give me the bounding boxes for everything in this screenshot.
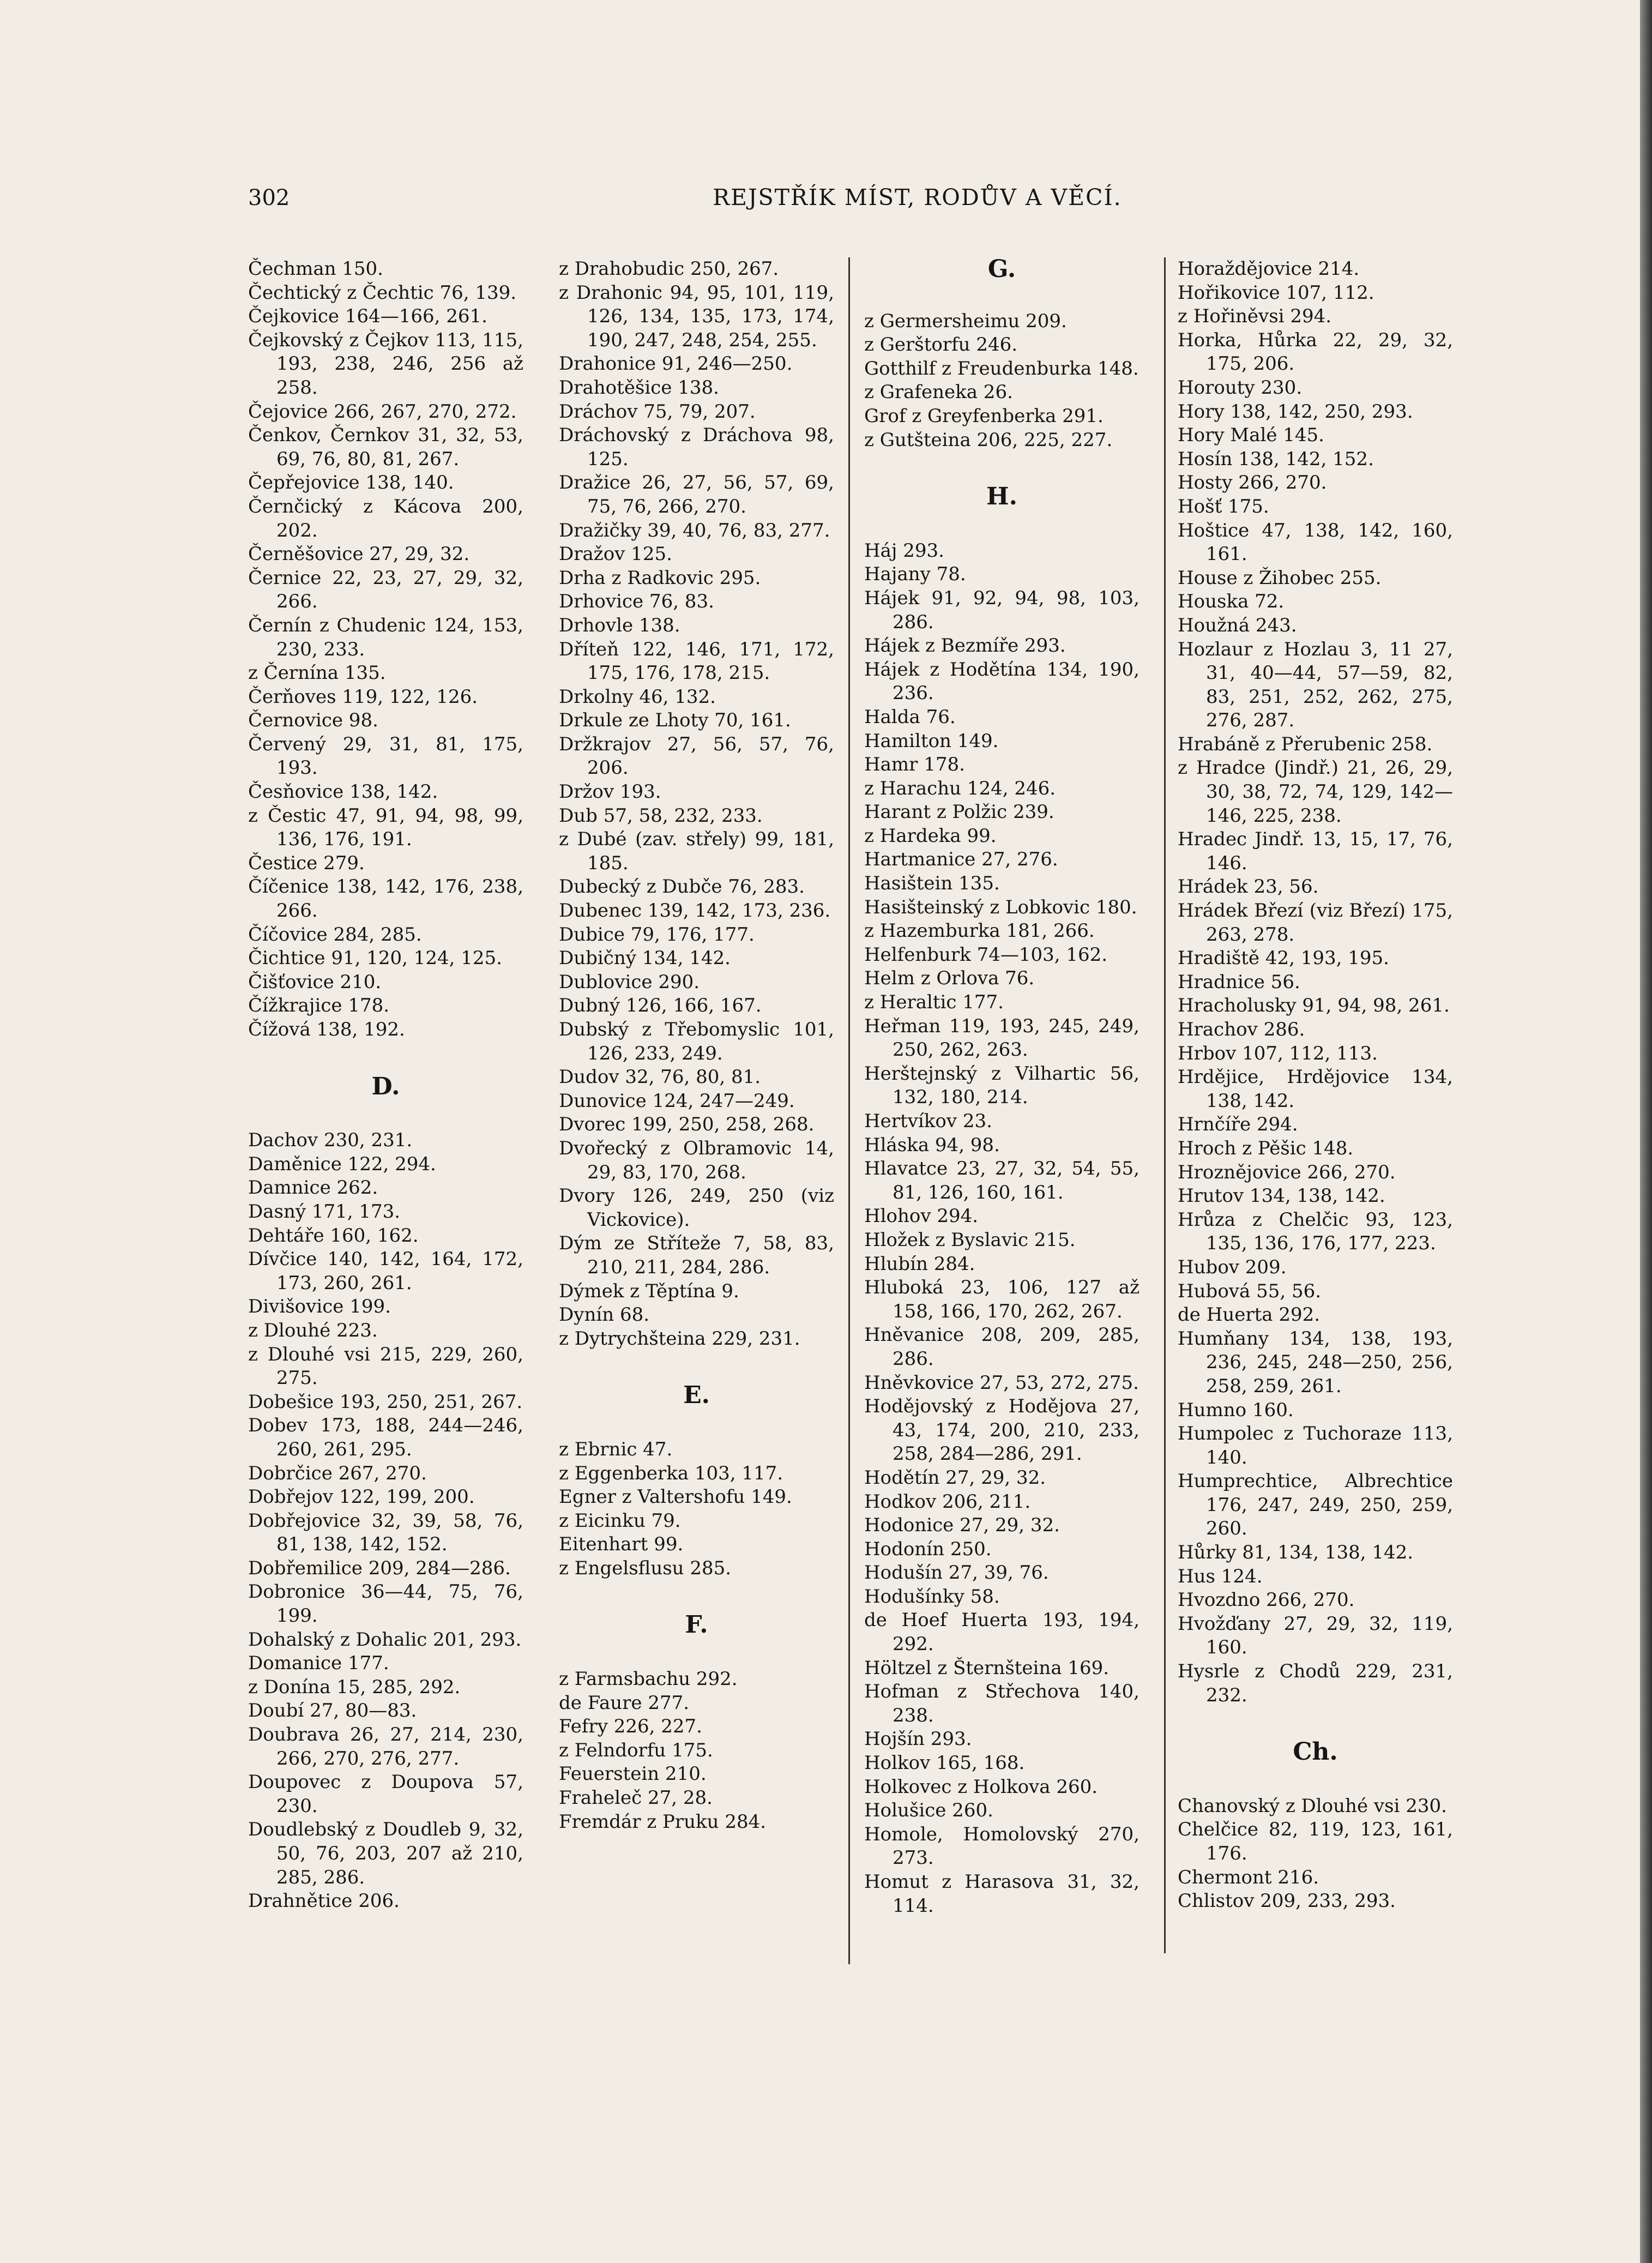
- index-entry: Drahotěšice 138.: [559, 376, 719, 399]
- index-entry: Hajany 78.: [864, 563, 966, 586]
- index-entry: Divišovice 199.: [248, 1296, 391, 1318]
- index-entry: Hluboká 23, 106, 127 až 158, 166, 170, 262, 267.: [864, 1277, 1139, 1322]
- index-entry: Herštejnský z Vilhartic 56, 132, 180, 214.: [864, 1062, 1139, 1109]
- index-entry: Čechtický z Čechtic 76, 139.: [248, 281, 517, 304]
- index-entry: Dříteň 122, 146, 171, 172, 175, 176, 178, 215.: [559, 638, 834, 684]
- index-entry: Čerňoves 119, 122, 126.: [248, 685, 478, 708]
- index-entry: z Germersheimu 209.: [864, 310, 1067, 332]
- index-entry: Dubičný 134, 142.: [559, 947, 731, 970]
- index-entry: Hlavatce 23, 27, 32, 54, 55, 81, 126, 160, 161.: [864, 1158, 1139, 1203]
- index-entry: Číčenice 138, 142, 176, 238, 266.: [248, 876, 523, 922]
- index-entry: Hofman z Střechova 140, 238.: [864, 1681, 1139, 1726]
- index-column-1: [248, 257, 523, 1913]
- index-entry: Dachov 230, 231.: [248, 1129, 413, 1152]
- index-entry: Hamilton 149.: [864, 730, 999, 752]
- index-entry: Hrnčíře 294.: [1178, 1114, 1298, 1136]
- index-entry: Hrabáně z Přerubenic 258.: [1178, 733, 1433, 755]
- section-letter-h: H.: [986, 483, 1017, 511]
- index-entry: Dražičky 39, 40, 76, 83, 277.: [559, 519, 830, 541]
- index-entry: Hroznějovice 266, 270.: [1178, 1161, 1396, 1183]
- index-entry: Hoštice 47, 138, 142, 160, 161.: [1178, 519, 1453, 565]
- running-title: REJSTŘÍK MÍST, RODŮV A VĚCÍ.: [713, 184, 1122, 210]
- index-entry: Hněvanice 208, 209, 285, 286.: [864, 1324, 1139, 1370]
- index-entry: House z Žihobec 255.: [1178, 567, 1382, 589]
- index-entry: Drahnětice 206.: [248, 1890, 400, 1912]
- index-entry: z Engelsflusu 285.: [559, 1557, 732, 1579]
- index-entry: Čejovice 266, 267, 270, 272.: [248, 400, 517, 423]
- index-entry: z Hardeka 99.: [864, 824, 997, 847]
- index-entry: z Dlouhé vsi 215, 229, 260, 275.: [248, 1343, 523, 1389]
- index-entry: Drha z Radkovic 295.: [559, 567, 761, 589]
- section-letter-f: F.: [685, 1611, 708, 1639]
- index-entry: Dubenec 139, 142, 173, 236.: [559, 900, 831, 922]
- index-entry: Hlubín 284.: [864, 1253, 975, 1275]
- index-entry: Dohalský z Dohalic 201, 293.: [248, 1628, 522, 1651]
- index-entry: Dobřejov 122, 199, 200.: [248, 1486, 475, 1508]
- index-entry: Hrbov 107, 112, 113.: [1178, 1042, 1378, 1064]
- index-entry: Feuerstein 210.: [559, 1763, 707, 1785]
- index-entry: Držkrajov 27, 56, 57, 76, 206.: [559, 733, 834, 779]
- index-entry: Čepřejovice 138, 140.: [248, 472, 454, 494]
- index-entry: Helfenburk 74—103, 162.: [864, 943, 1108, 966]
- index-entry: Doudlebský z Doudleb 9, 32, 50, 76, 203, 207 až 210, 285, 286.: [248, 1819, 523, 1888]
- index-entry: z Dlouhé 223.: [248, 1319, 378, 1341]
- index-entry: Drkule ze Lhoty 70, 161.: [559, 709, 791, 732]
- index-entry: Hosín 138, 142, 152.: [1178, 448, 1374, 470]
- index-entry: Domanice 177.: [248, 1652, 389, 1675]
- index-entry: Háj 293.: [864, 539, 944, 562]
- index-entry: Egner z Valtershofu 149.: [559, 1486, 792, 1508]
- index-entry: z Eggenberka 103, 117.: [559, 1462, 783, 1484]
- index-entry: Hubov 209.: [1178, 1256, 1287, 1278]
- column-rule: [1164, 257, 1166, 1953]
- index-entry: Hubová 55, 56.: [1178, 1280, 1322, 1302]
- index-entry: Hájek z Bezmíře 293.: [864, 635, 1066, 657]
- index-entry: z Ebrnic 47.: [559, 1438, 673, 1460]
- page-header: [248, 180, 1587, 224]
- index-entry: Hosty 266, 270.: [1178, 472, 1327, 494]
- index-entry: de Faure 277.: [559, 1692, 690, 1714]
- index-entry: Černčický z Kácova 200, 202.: [248, 495, 523, 541]
- index-entry: Holkov 165, 168.: [864, 1752, 1025, 1774]
- index-entry: Hojšín 293.: [864, 1728, 972, 1750]
- index-entry: z Dubé (zav. střely) 99, 181, 185.: [559, 828, 834, 874]
- index-entry: Eitenhart 99.: [559, 1533, 684, 1556]
- page-edge: [1640, 0, 1652, 2263]
- index-entry: Houžná 243.: [1178, 614, 1297, 636]
- index-entry: Homut z Harasova 31, 32, 114.: [864, 1871, 1139, 1917]
- index-entry: Hláska 94, 98.: [864, 1134, 1000, 1156]
- index-entry: Grof z Greyfenberka 291.: [864, 405, 1104, 427]
- index-entry: Hodětín 27, 29, 32.: [864, 1466, 1046, 1489]
- index-entry: Červený 29, 31, 81, 175, 193.: [248, 733, 523, 779]
- index-entry: Hrůza z Chelčic 93, 123, 135, 136, 176, 177, 223.: [1178, 1208, 1453, 1255]
- index-entry: de Hoef Huerta 193, 194, 292.: [864, 1609, 1139, 1656]
- index-entry: Drhovle 138.: [559, 614, 680, 636]
- page-number: 302: [248, 185, 290, 210]
- index-entry: Česňovice 138, 142.: [248, 781, 438, 803]
- index-entry: Držov 193.: [559, 781, 661, 803]
- index-entry: Horouty 230.: [1178, 376, 1303, 399]
- index-entry: Chanovský z Dlouhé vsi 230.: [1178, 1795, 1447, 1817]
- index-entry: Hradec Jindř. 13, 15, 17, 76, 146.: [1178, 828, 1453, 874]
- index-entry: z Farmsbachu 292.: [559, 1668, 738, 1690]
- index-entry: z Hazemburka 181, 266.: [864, 920, 1095, 942]
- index-entry: Hasištein 135.: [864, 872, 1000, 895]
- index-entry: Fefry 226, 227.: [559, 1716, 702, 1738]
- index-entry: Dobřejovice 32, 39, 58, 76, 81, 138, 142, 152.: [248, 1509, 523, 1556]
- index-entry: Hněvkovice 27, 53, 272, 275.: [864, 1371, 1139, 1394]
- index-entry: Hořikovice 107, 112.: [1178, 281, 1374, 304]
- index-entry: z Felndorfu 175.: [559, 1739, 713, 1761]
- index-entry: Hrachov 286.: [1178, 1019, 1305, 1040]
- index-entry: Hertvíkov 23.: [864, 1110, 992, 1132]
- index-entry: Doupovec z Doupova 57, 230.: [248, 1771, 523, 1817]
- index-entry: Hodonice 27, 29, 32.: [864, 1514, 1060, 1537]
- index-entry: Hrutov 134, 138, 142.: [1178, 1185, 1385, 1207]
- index-entry: Hrdějice, Hrdějovice 134, 138, 142.: [1178, 1066, 1453, 1112]
- index-entry: Čejkovský z Čejkov 113, 115, 193, 238, 246, 256 až 258.: [248, 329, 523, 399]
- section-letter-e: E.: [683, 1381, 710, 1410]
- index-entry: Hozlaur z Hozlau 3, 11 27, 31, 40—44, 57—59, 82, 83, 251, 252, 262, 275, 276, 287.: [1178, 638, 1453, 732]
- index-entry: Hasišteinský z Lobkovic 180.: [864, 896, 1137, 918]
- index-entry: Dýmek z Těptína 9.: [559, 1280, 739, 1302]
- index-entry: Daměnice 122, 294.: [248, 1153, 436, 1175]
- index-entry: Čišťovice 210.: [248, 971, 382, 993]
- index-entry: Hradiště 42, 193, 195.: [1178, 947, 1389, 970]
- index-entry: Černice 22, 23, 27, 29, 32, 266.: [248, 567, 523, 613]
- index-entry: Dobev 173, 188, 244—246, 260, 261, 295.: [248, 1415, 523, 1460]
- index-entry: Hamr 178.: [864, 754, 965, 776]
- index-entry: Dudov 32, 76, 80, 81.: [559, 1066, 761, 1088]
- index-entry: z Černína 135.: [248, 662, 386, 684]
- index-entry: Drhovice 76, 83.: [559, 591, 714, 613]
- index-entry: z Hořiněvsi 294.: [1178, 305, 1332, 328]
- index-entry: Hracholusky 91, 94, 98, 261.: [1178, 995, 1450, 1017]
- index-column-3: [864, 257, 1139, 1918]
- index-entry: Hory Malé 145.: [1178, 424, 1324, 447]
- index-entry: Chlistov 209, 233, 293.: [1178, 1890, 1396, 1912]
- index-entry: Humpolec z Tuchoraze 113, 140.: [1178, 1423, 1453, 1468]
- index-entry: z Drahonic 94, 95, 101, 119, 126, 134, 135, 173, 174, 190, 247, 248, 254, 255.: [559, 281, 834, 351]
- index-entry: Damnice 262.: [248, 1177, 378, 1199]
- index-entry: Dasný 171, 173.: [248, 1200, 401, 1223]
- index-entry: Dým ze Stříteže 7, 58, 83, 210, 211, 284, 286.: [559, 1232, 834, 1278]
- index-entry: Číčovice 284, 285.: [248, 923, 422, 946]
- index-entry: Homole, Homolovský 270, 273.: [864, 1823, 1139, 1869]
- index-entry: Hodějovský z Hodějova 27, 43, 174, 200, 210, 233, 258, 284—286, 291.: [864, 1395, 1139, 1465]
- index-entry: z Eicinku 79.: [559, 1509, 681, 1532]
- index-entry: z Drahobudic 250, 267.: [559, 258, 779, 280]
- index-entry: Houska 72.: [1178, 591, 1285, 613]
- index-entry: Čejkovice 164—166, 261.: [248, 305, 487, 328]
- index-entry: z Harachu 124, 246.: [864, 777, 1056, 799]
- index-columns: [248, 257, 1461, 2057]
- index-entry: z Gutšteina 206, 225, 227.: [864, 429, 1113, 451]
- index-entry: Hysrle z Chodů 229, 231, 232.: [1178, 1660, 1453, 1706]
- index-entry: z Heraltic 177.: [864, 991, 1004, 1014]
- index-column-2: [559, 257, 834, 1834]
- index-entry: Doubrava 26, 27, 214, 230, 266, 270, 276, 277.: [248, 1724, 523, 1770]
- index-entry: Hroch z Pěšic 148.: [1178, 1137, 1354, 1159]
- index-entry: Hrádek Březí (viz Březí) 175, 263, 278.: [1178, 900, 1453, 946]
- index-entry: Dub 57, 58, 232, 233.: [559, 804, 763, 827]
- index-entry: Hložek z Byslavic 215.: [864, 1229, 1076, 1251]
- index-entry: z Grafeneka 26.: [864, 381, 1013, 404]
- index-entry: z Čestic 47, 91, 94, 98, 99, 136, 176, 191.: [248, 804, 523, 851]
- index-entry: Dublovice 290.: [559, 971, 700, 993]
- index-entry: Hus 124.: [1178, 1565, 1263, 1587]
- index-entry: Humprechtice, Albrechtice 176, 247, 249, 250, 259, 260.: [1178, 1470, 1453, 1540]
- index-entry: Hodušín 27, 39, 76.: [864, 1562, 1049, 1584]
- index-entry: Hodonín 250.: [864, 1538, 992, 1560]
- index-entry: Doubí 27, 80—83.: [248, 1700, 417, 1722]
- index-entry: Drkolny 46, 132.: [559, 685, 716, 708]
- index-entry: Holušice 260.: [864, 1799, 993, 1822]
- index-entry: Hlohov 294.: [864, 1205, 979, 1227]
- index-entry: Hory 138, 142, 250, 293.: [1178, 400, 1413, 423]
- index-entry: Heřman 119, 193, 245, 249, 250, 262, 263.: [864, 1015, 1139, 1061]
- index-entry: Fraheleč 27, 28.: [559, 1787, 713, 1809]
- index-entry: Drahonice 91, 246—250.: [559, 353, 793, 375]
- index-entry: Hůrky 81, 134, 138, 142.: [1178, 1542, 1414, 1564]
- index-entry: Dobronice 36—44, 75, 76, 199.: [248, 1581, 523, 1627]
- index-entry: z Gerštorfu 246.: [864, 334, 1018, 356]
- index-entry: Hvožďany 27, 29, 32, 119, 160.: [1178, 1612, 1453, 1659]
- index-entry: Dražice 26, 27, 56, 57, 69, 75, 76, 266, 270.: [559, 472, 834, 517]
- index-entry: Höltzel z Šternšteina 169.: [864, 1657, 1110, 1679]
- index-entry: Dívčice 140, 142, 164, 172, 173, 260, 261.: [248, 1248, 523, 1294]
- index-entry: Helm z Orlova 76.: [864, 967, 1035, 990]
- index-entry: Chelčice 82, 119, 123, 161, 176.: [1178, 1819, 1453, 1864]
- index-entry: Hodušínky 58.: [864, 1585, 1000, 1608]
- index-entry: Gotthilf z Freudenburka 148.: [864, 357, 1139, 380]
- index-entry: de Huerta 292.: [1178, 1304, 1321, 1326]
- index-entry: Holkovec z Holkova 260.: [864, 1776, 1098, 1798]
- index-entry: Horaždějovice 214.: [1178, 258, 1360, 280]
- index-entry: Dubecký z Dubče 76, 283.: [559, 876, 805, 898]
- index-entry: Čížová 138, 192.: [248, 1019, 405, 1040]
- index-entry: Dvorec 199, 250, 258, 268.: [559, 1114, 815, 1136]
- section-letter-ch: Ch.: [1293, 1738, 1338, 1766]
- index-entry: Humno 160.: [1178, 1399, 1294, 1421]
- index-column-4: [1178, 257, 1453, 1913]
- index-entry: Dobrčice 267, 270.: [248, 1462, 427, 1484]
- index-entry: Harant z Polžic 239.: [864, 801, 1054, 823]
- index-entry: Dráchovský z Dráchova 98, 125.: [559, 424, 834, 470]
- index-entry: Horka, Hůrka 22, 29, 32, 175, 206.: [1178, 329, 1453, 375]
- index-entry: Čestice 279.: [248, 852, 365, 874]
- index-entry: z Hradce (Jindř.) 21, 26, 29, 30, 38, 72, 74, 129, 142—146, 225, 238.: [1178, 757, 1453, 827]
- index-entry: Humňany 134, 138, 193, 236, 245, 248—250, 256, 258, 259, 261.: [1178, 1327, 1453, 1397]
- index-entry: Fremdár z Pruku 284.: [559, 1810, 767, 1833]
- index-entry: Dobešice 193, 250, 251, 267.: [248, 1391, 523, 1413]
- index-entry: Dynín 68.: [559, 1304, 650, 1326]
- index-entry: Dehtáře 160, 162.: [248, 1224, 419, 1247]
- index-entry: Hájek 91, 92, 94, 98, 103, 286.: [864, 587, 1139, 633]
- index-entry: Černín z Chudenic 124, 153, 230, 233.: [248, 614, 523, 660]
- index-entry: Dubský z Třebomyslic 101, 126, 233, 249.: [559, 1019, 834, 1064]
- index-entry: Hájek z Hodětína 134, 190, 236.: [864, 658, 1139, 705]
- section-letter-g: G.: [987, 255, 1016, 283]
- index-entry: Chermont 216.: [1178, 1866, 1319, 1888]
- column-rule: [848, 257, 850, 1964]
- index-entry: Dvory 126, 249, 250 (viz Vickovice).: [559, 1185, 834, 1231]
- index-entry: Hartmanice 27, 276.: [864, 848, 1058, 871]
- index-entry: z Dytrychšteina 229, 231.: [559, 1327, 800, 1350]
- index-entry: Dubný 126, 166, 167.: [559, 995, 762, 1017]
- index-entry: Čichtice 91, 120, 124, 125.: [248, 947, 502, 970]
- index-entry: Hošť 175.: [1178, 495, 1269, 517]
- section-letter-d: D.: [371, 1072, 400, 1100]
- index-entry: Hvozdno 266, 270.: [1178, 1589, 1355, 1611]
- index-entry: Dobřemilice 209, 284—286.: [248, 1557, 511, 1579]
- index-entry: Dvořecký z Olbramovic 14, 29, 83, 170, 268.: [559, 1137, 834, 1183]
- index-entry: Halda 76.: [864, 706, 956, 728]
- index-entry: Hradnice 56.: [1178, 971, 1300, 993]
- index-entry: Hrádek 23, 56.: [1178, 876, 1319, 898]
- index-entry: Černěšovice 27, 29, 32.: [248, 543, 470, 565]
- index-entry: Dubice 79, 176, 177.: [559, 923, 755, 946]
- index-entry: Dražov 125.: [559, 543, 672, 565]
- index-entry: z Donína 15, 285, 292.: [248, 1676, 461, 1698]
- index-entry: Čenkov, Černkov 31, 32, 53, 69, 76, 80, 81, 267.: [248, 424, 523, 470]
- index-entry: Čechman 150.: [248, 258, 383, 280]
- index-entry: Hodkov 206, 211.: [864, 1490, 1031, 1513]
- index-entry: Dráchov 75, 79, 207.: [559, 400, 756, 423]
- index-entry: Čížkrajice 178.: [248, 995, 390, 1017]
- index-entry: Dunovice 124, 247—249.: [559, 1090, 795, 1112]
- index-entry: Černovice 98.: [248, 709, 378, 732]
